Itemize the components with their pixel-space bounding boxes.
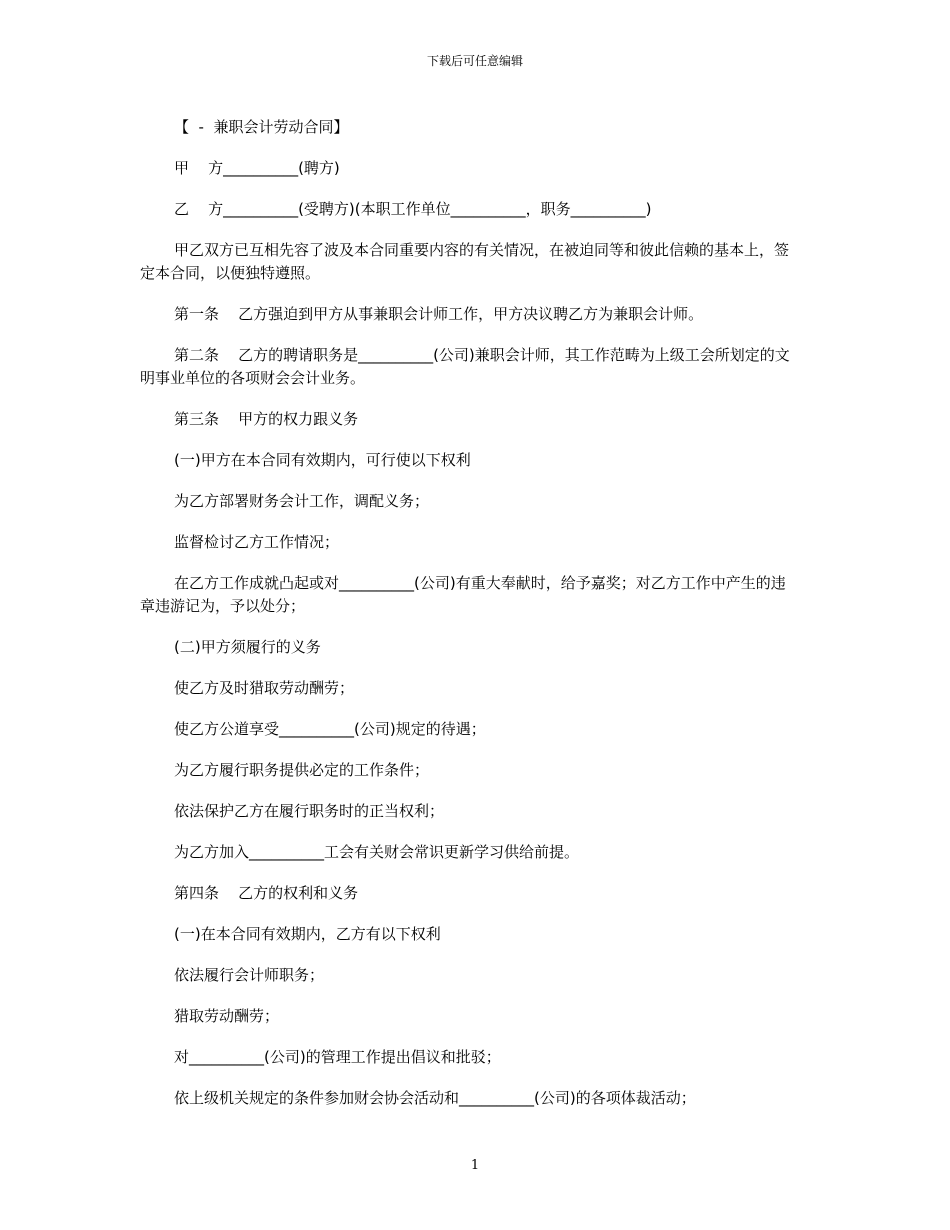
clause-3-2-heading: (二)甲方须履行的义务 xyxy=(174,638,321,656)
clause-item: 使乙方及时猎取劳动酬劳； xyxy=(174,679,355,697)
clause-item: 依法保护乙方在履行职务时的正当权利； xyxy=(174,802,445,820)
page-number: 1 xyxy=(470,1158,480,1173)
page-header: 下载后可任意编辑 xyxy=(426,54,523,68)
article-3-heading: 第三条 甲方的权力跟义务 xyxy=(174,410,359,428)
clause-4-1-heading: (一)在本合同有效期内，乙方有以下权利 xyxy=(174,925,441,943)
clause-item: 对__________(公司)的管理工作提出倡议和批驳； xyxy=(174,1048,501,1066)
document-title: 【 - 兼职会计劳动合同】 xyxy=(174,118,349,136)
party-a-line: 甲 方__________(聘方) xyxy=(174,159,340,177)
clause-item: 依法履行会计师职务； xyxy=(174,966,325,984)
document-body xyxy=(140,116,800,1110)
article-4-heading: 第四条 乙方的权利和义务 xyxy=(174,884,359,902)
article-2: 第二条 乙方的聘请职务是__________(公司)兼职会计师，其工作范畴为上级工会所划定的文明事业单位的各项财会会计业务。 xyxy=(140,346,790,387)
preamble-paragraph: 甲乙双方已互相先容了波及本合同重要内容的有关情况，在被迫同等和彼此信赖的基本上，签定本合同，以便独特遵照。 xyxy=(140,241,790,282)
clause-item: 使乙方公道享受__________(公司)规定的待遇； xyxy=(174,720,486,738)
clause-item: 为乙方加入__________工会有关财会常识更新学习供给前提。 xyxy=(174,843,580,861)
article-1: 第一条 乙方强迫到甲方从事兼职会计师工作，甲方决议聘乙方为兼职会计师。 xyxy=(174,305,704,323)
clause-item: 监督检讨乙方工作情况； xyxy=(174,533,340,551)
party-b-line: 乙 方__________(受聘方)(本职工作单位__________，职务__________) xyxy=(174,200,652,218)
clause-3-1-heading: (一)甲方在本合同有效期内，可行使以下权利 xyxy=(174,451,471,469)
clause-item: 在乙方工作成就凸起或对__________(公司)有重大奉献时，给予嘉奖；对乙方工作中产生的违章违游记为，予以处分； xyxy=(140,574,786,615)
clause-item: 猎取劳动酬劳； xyxy=(174,1007,280,1025)
clause-item: 依上级机关规定的条件参加财会协会活动和__________(公司)的各项体裁活动； xyxy=(174,1089,696,1107)
clause-item: 为乙方部署财务会计工作，调配义务； xyxy=(174,492,430,510)
clause-item: 为乙方履行职务提供必定的工作条件； xyxy=(174,761,430,779)
